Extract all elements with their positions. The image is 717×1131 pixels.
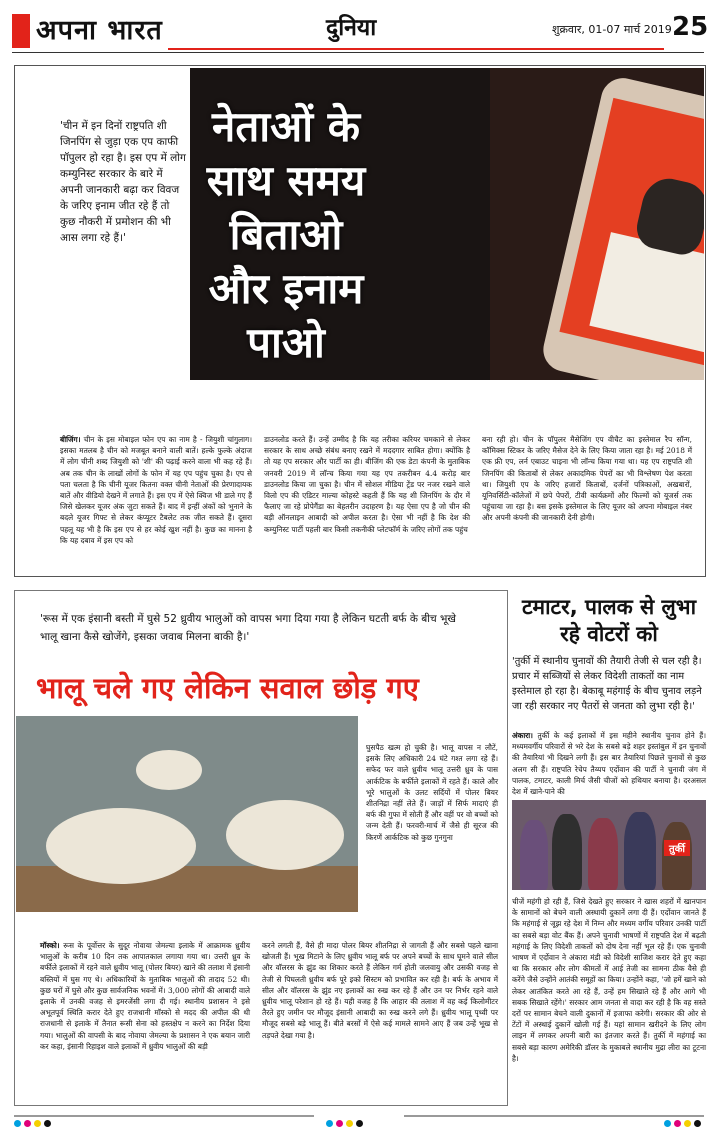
pull-quote-china: 'चीन में इन दिनों राष्ट्रपति शी जिनपिंग से जुड़ा एक एप काफी पॉपुलर हो रहा है। इस एप में लोग कम्युनिस्ट सरकार के बारे में अपनी जानकारी बढ़ा कर विवज के जरिए इनाम जीत रहे हैं तो कुछ नौकरी में प्रमोशन की भी आस लगा रहे हैं।': [60, 120, 186, 244]
footer-rule: [404, 1115, 704, 1117]
article-column: बना रही हो। चीन के पॉपुलर मैसेजिंग एप वीचैट का इस्तेमाल रैप सॉन्ग, कॉमिक्स स्टिकर के जरिए मैसेज देने के लिए किया जाता रहा है। मई 2018 में एक फ्री एप, लर्न एबाउट चाइना भी लॉन्च किया गया था। यह एप राष्ट्रपति शी जिनपिंग की किताबों से लेकर अकादमिक पेपरों का भी विश्लेषण पेश करता था। जियुशी एप के जरिए हजारों किताबों, दर्जनों पत्रिकाओं, अखबारों, यूनिवर्सिटी-कॉलेजों में छपे पेपरों, टीवी कार्यक्रमों और फिल्मों को यूजर्स तक पहुंचाया जा रहा है। बस इसके इस्तेमाल के लिए यूजर को अपना मोबाइल नंबर और अपनी कंपनी की जानकारी देनी होगी।: [482, 435, 692, 523]
registration-dots: [14, 1112, 54, 1120]
pull-quote-russia: 'रूस में एक इंसानी बस्ती में घुसे 52 ध्रुवीय भालुओं को वापस भगा दिया गया है लेकिन घटती बर्फ के बीच भूखे भालू खाना कैसे खोजेंगे, इसका जवाब मिलना बाकी है।': [40, 613, 456, 643]
section-title: दुनिया: [326, 15, 377, 41]
pull-quote-turkey: 'तुर्की में स्थानीय चुनावों की तैयारी तेजी से चल रही है। प्रचार में सब्जियों से लेकर विदेशी ताकतों का नाम इस्तेमाल हो रहा है। बेकाबू महंगाई के बीच चुनाव लड़ने जा रही सरकार नए पैतरों से जनता को लुभा रही है।': [512, 656, 702, 712]
story-photo-crowd: [512, 800, 706, 890]
footer-rule: [14, 1115, 314, 1117]
photo-caption-label: तुर्की: [664, 840, 690, 856]
registration-dots: [664, 1112, 704, 1120]
story-headline-china: नेताओं के साथ समय बिताओ और इनाम पाओ: [206, 102, 366, 367]
story-headline-turkey: टमाटर, पालक से लुभा रहे वोटरों को: [521, 595, 697, 646]
page-header: [0, 0, 717, 58]
article-column: करने लगती हैं, वैसे ही मादा पोलर बियर शीतनिद्रा से जागती हैं और सबसे पहले खाना खोजती हैं। भूख मिटाने के लिए ध्रुवीय भालू बर्फ पर अपने बच्चों के साथ घूमने वाले सील और वॉलरस के झुंड का शिकार करते हैं लेकिन गर्म होती जलवायु और उसकी वजह से तेजी से पिघलती ध्रुवीय बर्फ पूरे इको सिस्टम को प्रभावित कर रही है। बर्फ के अभाव में सील और वॉलरस के झुंड नए इलाकों का रुख कर रहे हैं और उन पर निर्भर रहने वाले ध्रुवीय भालू परेशान हो रहे हैं। यही वजह है कि आहार की तलाश में वह कई किलोमीटर तैरते हुए जमीन पर मौजूद इंसानी आबादी का रुख करने लगे हैं। ध्रुवीय भालू पृथ्वी पर मौजूद सबसे बड़े भालू हैं। बीते बरसों में ऐसे कई मामले सामने आए हैं जब उन्हें भूख से तड़पते देखा गया है।: [262, 941, 498, 1040]
page-number: 25: [672, 12, 709, 42]
story-photo-polar-bears: [16, 716, 358, 912]
header-rule: [168, 48, 664, 50]
article-column: घुसपैठ खत्म हो चुकी है। भालू वापस न लौटें, इसके लिए अधिकारी 24 घंटे गश्त लगा रहे हैं। सफेद फर वाले ध्रुवीय भालू उत्तरी ध्रुव के पास आर्कटिक के बर्फीले इलाकों में रहते हैं। काले और भूरे भालुओं के उलट सर्दियों में पोलर बियर शीतनिद्रा नहीं लेते हैं। जाड़ों में सिर्फ मादाएं ही बर्फ की गुफा में सोती हैं और वहीं पर वो बच्चों को जन्म देती हैं। फरवरी-मार्च में जैसे ही सूरज की किरणें आर्कटिक को कुछ गुनगुना: [366, 743, 498, 842]
article-column: चीजें महंगी हो रही हैं, जिसे देखते हुए सरकार ने खास शहरों में खानपान के सामानों को बेचने वाली अस्थायी दुकानें लगा दी हैं। एर्दोवान जानते हैं कि महंगाई से जूझ रहे देश में निम्न और मध्यम वर्गीय परिवार उनकी पार्टी का सबसे बड़ा वोट बैंक हैं। अपने चुनावी भाषणों में राष्ट्रपति देश में बढ़ती महंगाई के लिए विदेशी ताकतों को दोष देना नहीं भूल रहे हैं। एक चुनावी भाषण में एर्दोवान ने अंकारा मंडी को विदेशी साजिश करार देते हुए कहा था कि सरकार और लोग कीमतों में आई तेजी का सामना ठीक वैसे ही करेंगे जैसे उन्होंने आतंकी समूहों का किया। उन्होंने कहा, 'जो हमें खाने को लेकर आतंकित करते आ रहे हैं, उन्हें हम सिखाते रहे हैं और आगे भी सबक सिखाते रहेंगे।' सरकार आम जनता से वादा कर रही है कि वह सस्ते दरों पर सामान बेचने वाली दुकानों में इजाफा करेगी। सरकार की ओर से टेंटों में अस्थाई दुकानें खोली गई हैं। यहां सामान खरीदने के लिए लोग लाइन में लगकर अपनी बारी का इंतजार करते हैं। तुर्की में महंगाई का सबसे बड़ा कारण अमेरिकी डॉलर के मुकाबले स्थानीय मुद्रा लीरा का टूटना है।: [512, 897, 707, 1063]
article-column: बीजिंग। चीन के इस मोबाइल फोन एप का नाम है - जियुशी चांगुलाग। इसका मतलब है चीन को मजबूत बनाने वाली बातें। हल्के फुल्के अंदाज में लोग चीनी शब्द जियुशी को 'शी' की पढ़ाई करने वाला भी कह रहे हैं। अब तक चीन के लाखों लोगों के फोन में यह एप पहुंच चुका है। एप से पता चलता है कि चीनी यूजर कितना वक्त चीनी नेताओं की प्रेरणादायक बातें और वीडियो देखने में लगाते हैं। इस एप में ऐसे क्विज भी डाले गए हैं जिसे खेलकर यूजर अंक जुटा सकते हैं। बाद में इन्हीं अंकों को भुनाने के बदले यूजर गिफ्ट से लेकर कंप्यूटर टैबलेट तक जीत सकते हैं। दूसरा पहलू यह भी है कि इस एप से हर कोई खुश नहीं है। कुछ का मानना है कि यह दबाव में इस एप को: [60, 435, 252, 545]
dateline-lead: अंकारा।: [512, 731, 533, 740]
article-column: डाउनलोड करते हैं। उन्हें उम्मीद है कि यह तरीका करियर चमकाने से लेकर सरकार के साथ अच्छे संबंध बनाए रखने में मददगार साबित होगा। क्योंकि है तो यह एप सरकार और पार्टी का ही। बीजिंग की एक डेटा कंपनी के मुताबिक जनवरी 2019 में लॉन्च किया गया यह एप तकरीबन 4.4 करोड़ बार डाउनलोड किया जा चुका है। चीन में सोशल मीडिया ट्रेंड पर नजर रखने वाले विलो एप की एडिटर माल्या कोहस्टे कहती हैं कि यह शी जिनपिंग के दौर में फैलाए जा रहे प्रोपेगैंडा का बेहतरीन उदाहरण है। यह ऐसा एप है जो चीन की बड़ी ऑनलाइन आबादी को अपील करता है। ऐसा भी नहीं है कि देश की कम्युनिस्ट पार्टी पहली बार किसी तकनीकी प्लेटफॉर्म के जरिए लोगों तक पहुंच: [264, 435, 470, 534]
dateline-lead: मॉस्को।: [40, 941, 60, 950]
registration-dots: [326, 1112, 366, 1120]
article-column: अंकारा। तुर्की के कई इलाकों में इस महीने स्थानीय चुनाव होने हैं। मध्यमवर्गीय परिवारों से भरे देश के सबसे बड़े शहर इस्तांबुल में इन चुनावों की तैयारियां भी दिखने लगी हैं। इस बार तैयारियां पिछले चुनावों से कुछ अलग सी हैं। राष्ट्रपति रेचेप तैय्यप एर्दोवान की पार्टी ने चुनावी जंग में पालक, टमाटर, काली मिर्च जैसी चीजों को हथियार बनाया है। दरअसल देश में खाने-पाने की: [512, 731, 706, 797]
issue-date: शुक्रवार, 01-07 मार्च 2019: [552, 23, 672, 36]
masthead-logo: अपना भारत: [36, 15, 163, 46]
polar-bear-image: [226, 800, 344, 870]
brand-block: [12, 14, 30, 48]
header-divider: [12, 52, 704, 53]
story-headline-russia: भालू चले गए लेकिन सवाल छोड़ गए: [36, 671, 419, 705]
dateline-lead: बीजिंग।: [60, 435, 81, 444]
polar-bear-image: [136, 750, 202, 790]
polar-bear-image: [46, 808, 196, 884]
article-column: मॉस्को। रूस के पूर्वोत्तर के सुदूर नोवाया जेमल्या इलाके में आक्रामक ध्रुवीय भालुओं के करीब 10 दिन तक आपातकाल लगाया गया था। उत्तरी ध्रुव के बर्फीले इलाकों में रहने वाले ध्रुवीय भालू (पोलर बियर) खाने की तलाश में इंसानी बस्तियों में घुस गए थे। अधिकारियों के मुताबिक भालुओं की तादाद 52 थी। कुछ घरों में घुसे और कुछ सार्वजनिक भवनों में। 3,000 लोगों की आबादी वाले इलाके में उनकी वजह से इमरजेंसी लगा दी गई। स्थानीय प्रशासन ने इसे अभूतपूर्व स्थिति करार देते हुए राजधानी मॉस्को से मदद की अपील की थी राजधानी से इलाके में तैनात रूसी सेना को हस्तक्षेप न करने का निर्देश दिया गया। भालुओं की वापसी के बाद नोवाया जेमल्या के प्रशासन ने एक बयान जारी कर कहा, इंसानी रिहाइश वाले इलाकों में ध्रुवीय भालुओं की बड़ी: [40, 941, 250, 1051]
